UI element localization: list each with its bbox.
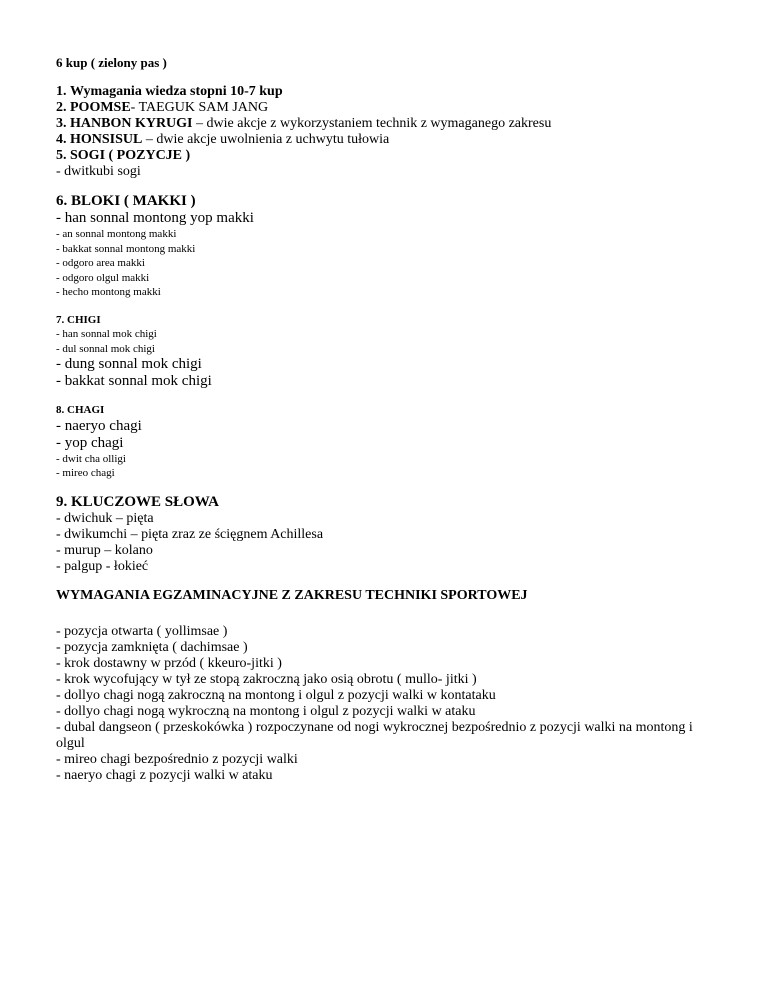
requirement-detail: - TAEGUK SAM JANG (130, 100, 269, 115)
keywords-heading: 9. KLUCZOWE SŁOWA (56, 493, 219, 510)
sport-item: - naeryo chagi z pozycji walki w ataku (56, 767, 273, 783)
requirement-item-2 (56, 100, 716, 116)
chigi-item: - dul sonnal mok chigi (56, 342, 155, 355)
sport-heading: WYMAGANIA EGZAMINACYJNE Z ZAKRESU TECHNIKI SPORTOWEJ (56, 587, 528, 603)
requirement-item-5 (56, 148, 716, 164)
chagi-item: - dwit cha olligi (56, 452, 126, 465)
chagi-section (56, 403, 716, 481)
sport-item: - pozycja otwarta ( yollimsae ) (56, 623, 228, 639)
sport-item: - pozycja zamknięta ( dachimsae ) (56, 639, 248, 655)
keyword-item: - murup – kolano (56, 542, 153, 558)
requirement-item-4 (56, 132, 716, 148)
chigi-item: - bakkat sonnal mok chigi (56, 373, 212, 389)
requirement-item-1 (56, 84, 716, 100)
chigi-heading: 7. CHIGI (56, 313, 101, 326)
bloki-item: - odgoro area makki (56, 257, 145, 269)
bloki-item: - odgoro olgul makki (56, 271, 150, 284)
chigi-item: - han sonnal mok chigi (56, 328, 157, 340)
chigi-item: - dung sonnal mok chigi (56, 356, 202, 372)
keyword-item: - palgup - łokieć (56, 558, 149, 574)
keyword-item: - dwichuk – pięta (56, 510, 154, 526)
chagi-item: - naeryo chagi (56, 417, 142, 434)
bloki-main-item: - han sonnal montong yop makki (56, 210, 254, 226)
bloki-item: - an sonnal montong makki (56, 228, 177, 240)
requirement-number: 3. (56, 116, 67, 131)
requirement-number: 5. (56, 148, 67, 163)
bloki-item: - bakkat sonnal montong makki (56, 242, 196, 255)
bloki-section (56, 193, 716, 300)
requirement-title: SOGI ( POZYCJE ) (70, 148, 191, 163)
requirement-title: HANBON KYRUGI (70, 116, 193, 131)
bloki-heading: 6. BLOKI ( MAKKI ) (56, 193, 196, 209)
chagi-item: - yop chagi (56, 434, 124, 451)
spacer (56, 604, 716, 624)
page-title: 6 kup ( zielony pas ) (56, 55, 167, 70)
requirements-list (56, 84, 716, 180)
requirement-title: HONSISUL (70, 132, 143, 147)
chagi-item: - mireo chagi (56, 467, 115, 479)
sport-item: - mireo chagi bezpośrednio z pozycji walki (56, 751, 298, 767)
chagi-heading: 8. CHAGI (56, 404, 105, 416)
sport-section (56, 588, 716, 784)
requirement-number: 2. (56, 100, 67, 115)
document-page (56, 55, 716, 784)
bloki-item: - hecho montong makki (56, 286, 161, 298)
sport-item: - krok dostawny w przód ( kkeuro-jitki ) (56, 655, 282, 671)
sport-item: - dollyo chagi nogą zakroczną na montong i olgul z pozycji walki w kontataku (56, 687, 496, 703)
keyword-item: - dwikumchi – pięta zraz ze ścięgnem Achillesa (56, 526, 324, 542)
requirement-number: 1. (56, 84, 67, 99)
sport-item: - krok wycofujący w tył ze stopą zakroczną jako osią obrotu ( mullo- jitki ) (56, 671, 477, 687)
sport-item: - dubal dangseon ( przeskokówka ) rozpoczynane od nogi wykrocznej bezpośrednio z pozycji walki na montong i olgul (56, 719, 693, 751)
sport-item: - dollyo chagi nogą wykroczną na montong i olgul z pozycji walki w ataku (56, 703, 476, 719)
requirement-title: Wymagania wiedza stopni 10-7 kup (70, 84, 283, 99)
requirement-number: 4. (56, 132, 67, 147)
chigi-section (56, 313, 716, 391)
sogi-item: - dwitkubi sogi (56, 164, 141, 179)
keywords-section (56, 494, 716, 575)
requirement-detail: – dwie akcje uwolnienia z uchwytu tułowia (142, 132, 390, 147)
requirement-item-3 (56, 116, 716, 132)
requirement-detail: – dwie akcje z wykorzystaniem technik z wymaganego zakresu (192, 116, 552, 131)
requirement-title: POOMSE (70, 100, 131, 115)
